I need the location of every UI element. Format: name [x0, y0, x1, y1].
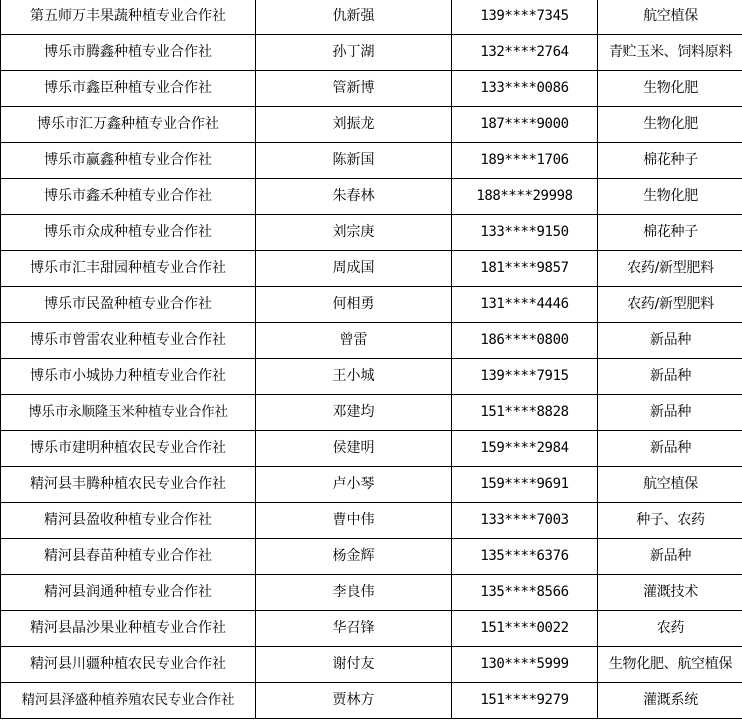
- phone-number-cell: 151****9279: [452, 683, 598, 719]
- cooperative-name-cell: 博乐市民盈种植专业合作社: [1, 287, 256, 323]
- contact-person-cell: 贾林方: [256, 683, 452, 719]
- cooperative-name-cell: 博乐市建明种植农民专业合作社: [1, 431, 256, 467]
- phone-number-cell: 131****4446: [452, 287, 598, 323]
- table-row: [1, 215, 742, 251]
- product-need-cell: 灌溉系统: [598, 683, 742, 719]
- contact-person-cell: 邓建均: [256, 395, 452, 431]
- contact-person-cell: 周成国: [256, 251, 452, 287]
- contact-person-cell: 曾雷: [256, 323, 452, 359]
- table-row: [1, 431, 742, 467]
- table-row: [1, 647, 742, 683]
- cooperative-name-cell: 博乐市腾鑫种植专业合作社: [1, 35, 256, 71]
- table-row: [1, 503, 742, 539]
- contact-person-cell: 朱春林: [256, 179, 452, 215]
- table-row: [1, 467, 742, 503]
- contact-person-cell: 刘宗庚: [256, 215, 452, 251]
- contact-person-cell: 李良伟: [256, 575, 452, 611]
- product-need-cell: 棉花种子: [598, 143, 742, 179]
- cooperative-name-cell: 博乐市汇万鑫种植专业合作社: [1, 107, 256, 143]
- table-row: [1, 179, 742, 215]
- contact-person-cell: 王小城: [256, 359, 452, 395]
- cooperative-name-cell: 精河县川疆种植农民专业合作社: [1, 647, 256, 683]
- table-row: [1, 359, 742, 395]
- cooperative-name-cell: 博乐市赢鑫种植专业合作社: [1, 143, 256, 179]
- cooperative-name-cell: 精河县丰腾种植农民专业合作社: [1, 467, 256, 503]
- product-need-cell: 灌溉技术: [598, 575, 742, 611]
- cooperative-name-cell: 博乐市小城协力种植专业合作社: [1, 359, 256, 395]
- table-row: [1, 287, 742, 323]
- cooperative-name-cell: 精河县晶沙果业种植专业合作社: [1, 611, 256, 647]
- table-row: [1, 683, 742, 719]
- table-row: [1, 35, 742, 71]
- product-need-cell: 新品种: [598, 359, 742, 395]
- table-row: [1, 395, 742, 431]
- table-row: [1, 251, 742, 287]
- table-row: [1, 71, 742, 107]
- contact-person-cell: 卢小琴: [256, 467, 452, 503]
- cooperative-name-cell: 博乐市曾雷农业种植专业合作社: [1, 323, 256, 359]
- product-need-cell: 航空植保: [598, 467, 742, 503]
- contact-person-cell: 曹中伟: [256, 503, 452, 539]
- cooperative-name-cell: 精河县盈收种植专业合作社: [1, 503, 256, 539]
- contact-person-cell: 仇新强: [256, 0, 452, 35]
- phone-number-cell: 135****6376: [452, 539, 598, 575]
- cooperative-name-cell: 精河县春苗种植专业合作社: [1, 539, 256, 575]
- phone-number-cell: 130****5999: [452, 647, 598, 683]
- product-need-cell: 农药/新型肥料: [598, 251, 742, 287]
- product-need-cell: 航空植保: [598, 0, 742, 35]
- phone-number-cell: 187****9000: [452, 107, 598, 143]
- table-row: [1, 575, 742, 611]
- phone-number-cell: 139****7915: [452, 359, 598, 395]
- cooperative-name-cell: 博乐市鑫禾种植专业合作社: [1, 179, 256, 215]
- cooperative-name-cell: 精河县润通种植专业合作社: [1, 575, 256, 611]
- contact-person-cell: 何相勇: [256, 287, 452, 323]
- cooperative-name-cell: 博乐市永顺隆玉米种植专业合作社: [1, 395, 256, 431]
- cooperative-name-cell: 第五师万丰果蔬种植专业合作社: [1, 0, 256, 35]
- phone-number-cell: 188****29998: [452, 179, 598, 215]
- table-row: [1, 611, 742, 647]
- phone-number-cell: 133****9150: [452, 215, 598, 251]
- product-need-cell: 生物化肥: [598, 71, 742, 107]
- phone-number-cell: 159****2984: [452, 431, 598, 467]
- product-need-cell: 青贮玉米、饲料原料: [598, 35, 742, 71]
- product-need-cell: 新品种: [598, 431, 742, 467]
- cooperative-name-cell: 博乐市鑫臣种植专业合作社: [1, 71, 256, 107]
- cooperative-name-cell: 精河县泽盛种植养殖农民专业合作社: [1, 683, 256, 719]
- phone-number-cell: 139****7345: [452, 0, 598, 35]
- product-need-cell: 种子、农药: [598, 503, 742, 539]
- contact-person-cell: 孙丁湖: [256, 35, 452, 71]
- contact-person-cell: 华召锋: [256, 611, 452, 647]
- table-body: [1, 0, 742, 719]
- product-need-cell: 生物化肥、航空植保: [598, 647, 742, 683]
- phone-number-cell: 151****8828: [452, 395, 598, 431]
- contact-person-cell: 侯建明: [256, 431, 452, 467]
- cooperative-name-cell: 博乐市众成种植专业合作社: [1, 215, 256, 251]
- product-need-cell: 生物化肥: [598, 107, 742, 143]
- phone-number-cell: 151****0022: [452, 611, 598, 647]
- phone-number-cell: 189****1706: [452, 143, 598, 179]
- contact-person-cell: 陈新国: [256, 143, 452, 179]
- product-need-cell: 新品种: [598, 539, 742, 575]
- table-row: [1, 143, 742, 179]
- product-need-cell: 生物化肥: [598, 179, 742, 215]
- phone-number-cell: 133****7003: [452, 503, 598, 539]
- contact-person-cell: 谢付友: [256, 647, 452, 683]
- table-row: [1, 539, 742, 575]
- table-row: [1, 323, 742, 359]
- phone-number-cell: 132****2764: [452, 35, 598, 71]
- phone-number-cell: 135****8566: [452, 575, 598, 611]
- phone-number-cell: 133****0086: [452, 71, 598, 107]
- product-need-cell: 农药/新型肥料: [598, 287, 742, 323]
- table-row: [1, 107, 742, 143]
- contact-person-cell: 刘振龙: [256, 107, 452, 143]
- product-need-cell: 棉花种子: [598, 215, 742, 251]
- cooperative-name-cell: 博乐市汇丰甜园种植专业合作社: [1, 251, 256, 287]
- table-row: [1, 0, 742, 35]
- contact-person-cell: 杨金辉: [256, 539, 452, 575]
- contact-person-cell: 管新博: [256, 71, 452, 107]
- phone-number-cell: 186****0800: [452, 323, 598, 359]
- phone-number-cell: 181****9857: [452, 251, 598, 287]
- product-need-cell: 农药: [598, 611, 742, 647]
- phone-number-cell: 159****9691: [452, 467, 598, 503]
- product-need-cell: 新品种: [598, 323, 742, 359]
- product-need-cell: 新品种: [598, 395, 742, 431]
